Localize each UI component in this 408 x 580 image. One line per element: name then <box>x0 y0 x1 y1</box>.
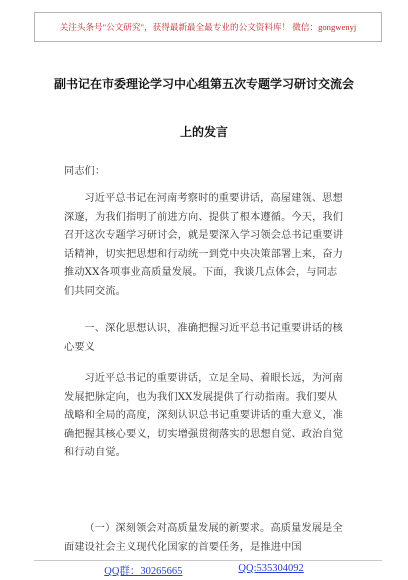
document-title-line-1: 副书记在市委理论学习中心组第五次专题学习研讨交流会 <box>53 77 354 91</box>
promo-banner <box>34 12 382 42</box>
paragraph-section-1: 习近平总书记的重要讲话，立足全局、着眼长远，为河南发展把脉定向，也为我们XX发展提供了行动指南。我们要从战略和全局的高度，深刻认识总书记重要讲话的重大意义，准确把握其核心要义，切实增强贯彻落实的思想自觉、政治自觉和行动自觉。 <box>64 373 344 459</box>
footer-qq-group-link[interactable]: QQ群：30265665 <box>104 566 183 577</box>
promo-banner-text: 关注头条号"公文研究"，获得最新最全最专业的公文资料库！ 微信：gongwenyj <box>59 22 357 32</box>
paragraph-subsection-1: （一）深刻领会对高质量发展的新要求。高质量发展是全面建设社会主义现代化国家的首要任务，是推进中国 <box>64 523 343 553</box>
footer-qq-contact-link[interactable]: QQ:535304092 <box>238 563 304 574</box>
section-heading-1: 一、深化思想认识，准确把握习近平总书记重要讲话的核心要义 <box>64 323 343 353</box>
document-title-line-2: 上的发言 <box>179 125 228 139</box>
salutation: 同志们： <box>64 166 106 177</box>
footer-divider <box>34 560 382 561</box>
footer <box>0 563 408 577</box>
paragraph-intro: 习近平总书记在河南考察时的重要讲话，高屋建瓴、思想深邃，为我们指明了前进方向、提供了根本遵循。今天，我们召开这次专题学习研讨会，就是要深入学习领会总书记重要讲话精神，切实把思想和行动统一到党中央决策部署上来，奋力推动XX各项事业高质量发展。下面，我谈几点体会，与同志们共同交流。 <box>64 193 344 297</box>
